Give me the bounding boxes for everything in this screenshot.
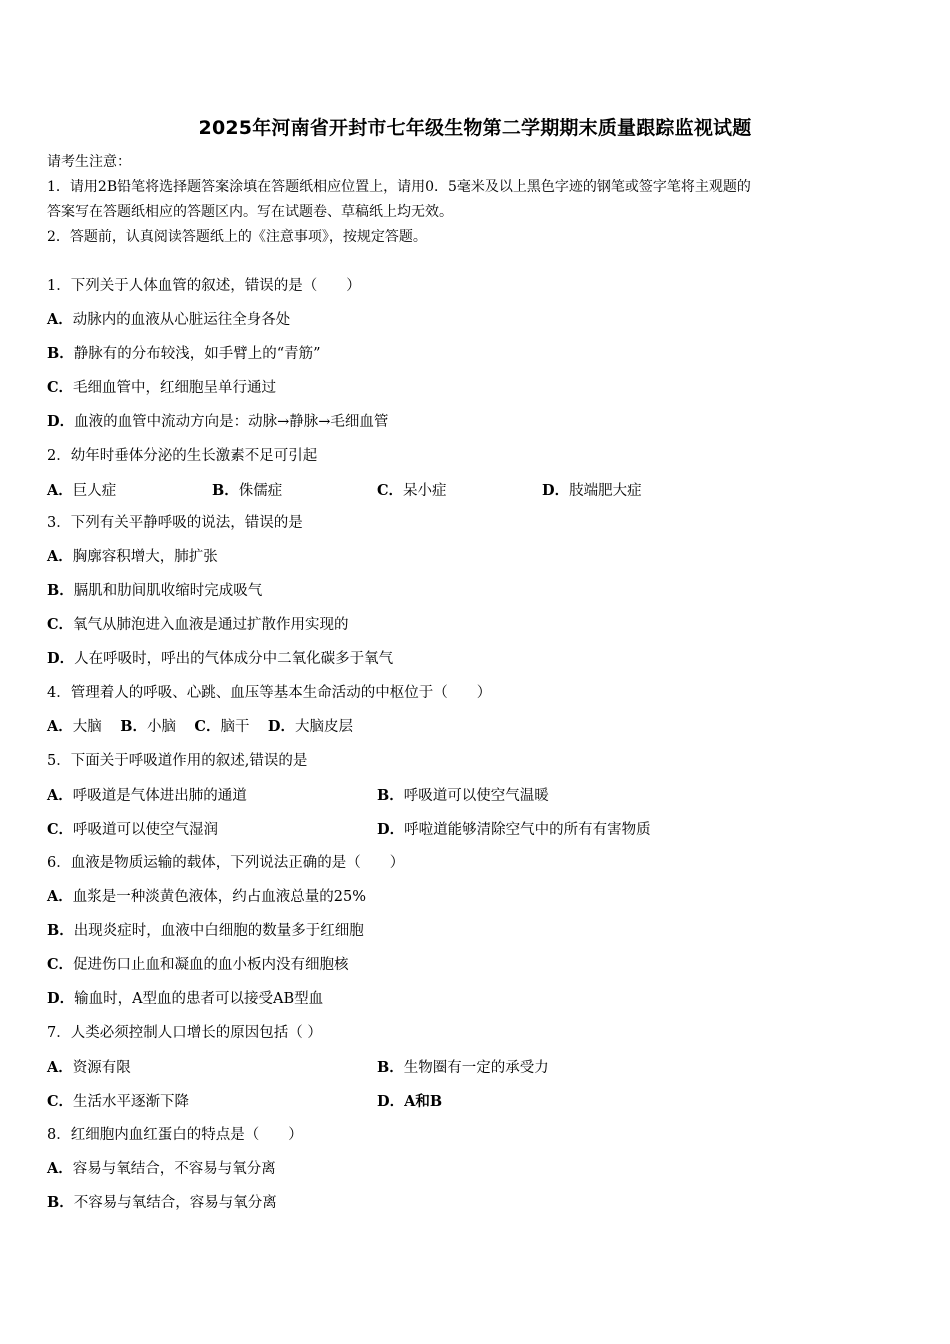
option-line (377, 479, 447, 500)
option-line (47, 614, 349, 636)
option-text: A和B (404, 1093, 443, 1110)
notice-section (47, 150, 897, 250)
option-letter: A． (47, 888, 73, 905)
option-line (377, 818, 651, 839)
option-line (47, 1056, 131, 1077)
option-letter: C． (47, 1093, 74, 1110)
option-text: 呼啦道能够清除空气中的所有有害物质 (404, 822, 651, 838)
option-text: 资源有限 (72, 1060, 131, 1076)
option-line (47, 988, 323, 1010)
option-letter: A． (47, 1059, 73, 1076)
option-letter: D． (267, 718, 295, 735)
option-line (47, 377, 276, 399)
notice-heading: 请考生注意： (47, 154, 131, 170)
question-stem: 5．下面关于呼吸道作用的叙述,错误的是 (47, 753, 308, 769)
option-text: 促进伤口止血和凝血的血小板内没有细胞核 (73, 957, 349, 973)
option-line (542, 479, 642, 500)
option-letter: D． (47, 990, 75, 1007)
option-letter: C． (47, 821, 74, 838)
question-stem: 7．人类必须控制人口增长的原因包括（ ） (47, 1025, 322, 1041)
option-letter: D． (47, 413, 75, 430)
option-text: 动脉内的血液从心脏运往全身各处 (72, 312, 291, 328)
option-text: 呼吸道可以使空气温暖 (403, 788, 549, 804)
option-letter: D． (377, 821, 405, 838)
option-letter: A． (47, 718, 73, 735)
notice-item-1-line-1: 1．请用2B铅笔将选择题答案涂填在答题纸相应位置上，请用0．5毫米及以上黑色字迹的钢笔或签字笔将主观题的 (47, 179, 751, 195)
option-line (47, 716, 353, 738)
question-stem: 8．红细胞内血红蛋白的特点是（ ） (47, 1127, 303, 1143)
option-line (47, 1090, 189, 1111)
option-letter: B． (47, 922, 74, 939)
option-line (47, 1158, 276, 1180)
option-text: 生活水平逐渐下降 (73, 1094, 190, 1110)
question-stem: 2．幼年时垂体分泌的生长激素不足可引起 (47, 448, 318, 464)
option-letter: C． (47, 379, 74, 396)
option-line (47, 886, 366, 908)
option-text: 静脉有的分布较浅，如手臂上的“青筋” (73, 346, 321, 362)
option-text: 氧气从肺泡进入血液是通过扩散作用实现的 (73, 617, 349, 633)
option-line (47, 1192, 277, 1214)
option-text: 大脑 (72, 719, 102, 735)
option-letter: B． (47, 582, 74, 599)
option-letter: A． (47, 482, 73, 499)
option-letter: B． (120, 718, 147, 735)
notice-item-1-line-2: 答案写在答题纸相应的答题区内。写在试题卷、草稿纸上均无效。 (47, 204, 453, 220)
option-text: 出现炎症时，血液中白细胞的数量多于红细胞 (73, 923, 364, 939)
option-letter: C． (47, 616, 74, 633)
option-line (47, 479, 116, 500)
option-text: 容易与氧结合，不容易与氧分离 (72, 1161, 276, 1177)
option-text: 呼吸道是气体进出肺的通道 (72, 788, 247, 804)
option-letter: B． (377, 787, 404, 804)
option-letter: B． (212, 482, 239, 499)
option-line (47, 580, 262, 602)
option-text: 不容易与氧结合，容易与氧分离 (73, 1195, 277, 1211)
option-text: 毛细血管中，红细胞呈单行通过 (73, 380, 277, 396)
option-letter: D． (542, 482, 570, 499)
question-stem: 4．管理着人的呼吸、心跳、血压等基本生命活动的中枢位于（ ） (47, 685, 492, 701)
option-line (47, 954, 349, 976)
option-line (47, 546, 218, 568)
option-letter: C． (194, 718, 221, 735)
option-letter: B． (377, 1059, 404, 1076)
notice-item-2: 2．答题前，认真阅读答题纸上的《注意事项》，按规定答题。 (47, 229, 427, 245)
option-text: 人在呼吸时，呼出的气体成分中二氧化碳多于氧气 (74, 651, 394, 667)
option-text: 脑干 (220, 719, 250, 735)
option-letter: D． (47, 650, 75, 667)
option-letter: A． (47, 1160, 73, 1177)
option-text: 血液的血管中流动方向是：动脉→静脉→毛细血管 (74, 414, 389, 430)
option-line (377, 1056, 549, 1077)
option-text: 呼吸道可以使空气湿润 (73, 822, 219, 838)
option-line (47, 648, 393, 670)
option-text: 生物圈有一定的承受力 (403, 1060, 549, 1076)
option-letter: A． (47, 311, 73, 328)
option-text: 呆小症 (403, 483, 447, 499)
option-line (212, 479, 282, 500)
option-letter: B． (47, 1194, 74, 1211)
option-line (47, 920, 364, 942)
option-line (47, 784, 247, 805)
option-line (47, 309, 290, 331)
option-letter: D． (377, 1093, 405, 1110)
option-text: 大脑皮层 (294, 719, 353, 735)
option-text: 膈肌和肋间肌收缩时完成吸气 (73, 583, 263, 599)
option-letter: A． (47, 787, 73, 804)
option-letter: C． (377, 482, 404, 499)
option-text: 巨人症 (72, 483, 117, 499)
option-line (47, 411, 388, 433)
option-line (47, 343, 321, 365)
option-line (47, 818, 218, 839)
option-text: 胸廓容积增大，肺扩张 (72, 549, 218, 565)
option-line (377, 1090, 442, 1111)
option-letter: A． (47, 548, 73, 565)
option-text: 侏儒症 (238, 483, 283, 499)
question-stem: 1．下列关于人体血管的叙述，错误的是（ ） (47, 278, 361, 294)
option-letter: B． (47, 345, 74, 362)
option-text: 输血时，A型血的患者可以接受AB型血 (74, 991, 324, 1007)
option-text: 血浆是一种淡黄色液体，约占血液总量的25% (72, 889, 366, 905)
question-stem: 3．下列有关平静呼吸的说法，错误的是 (47, 515, 303, 531)
page-title: 2025年河南省开封市七年级生物第二学期期末质量跟踪监视试题 (198, 117, 752, 139)
option-letter: C． (47, 956, 74, 973)
option-line (377, 784, 549, 805)
option-text: 小脑 (146, 719, 176, 735)
question-stem: 6．血液是物质运输的载体，下列说法正确的是（ ） (47, 855, 405, 871)
option-text: 肢端肥大症 (569, 483, 642, 499)
